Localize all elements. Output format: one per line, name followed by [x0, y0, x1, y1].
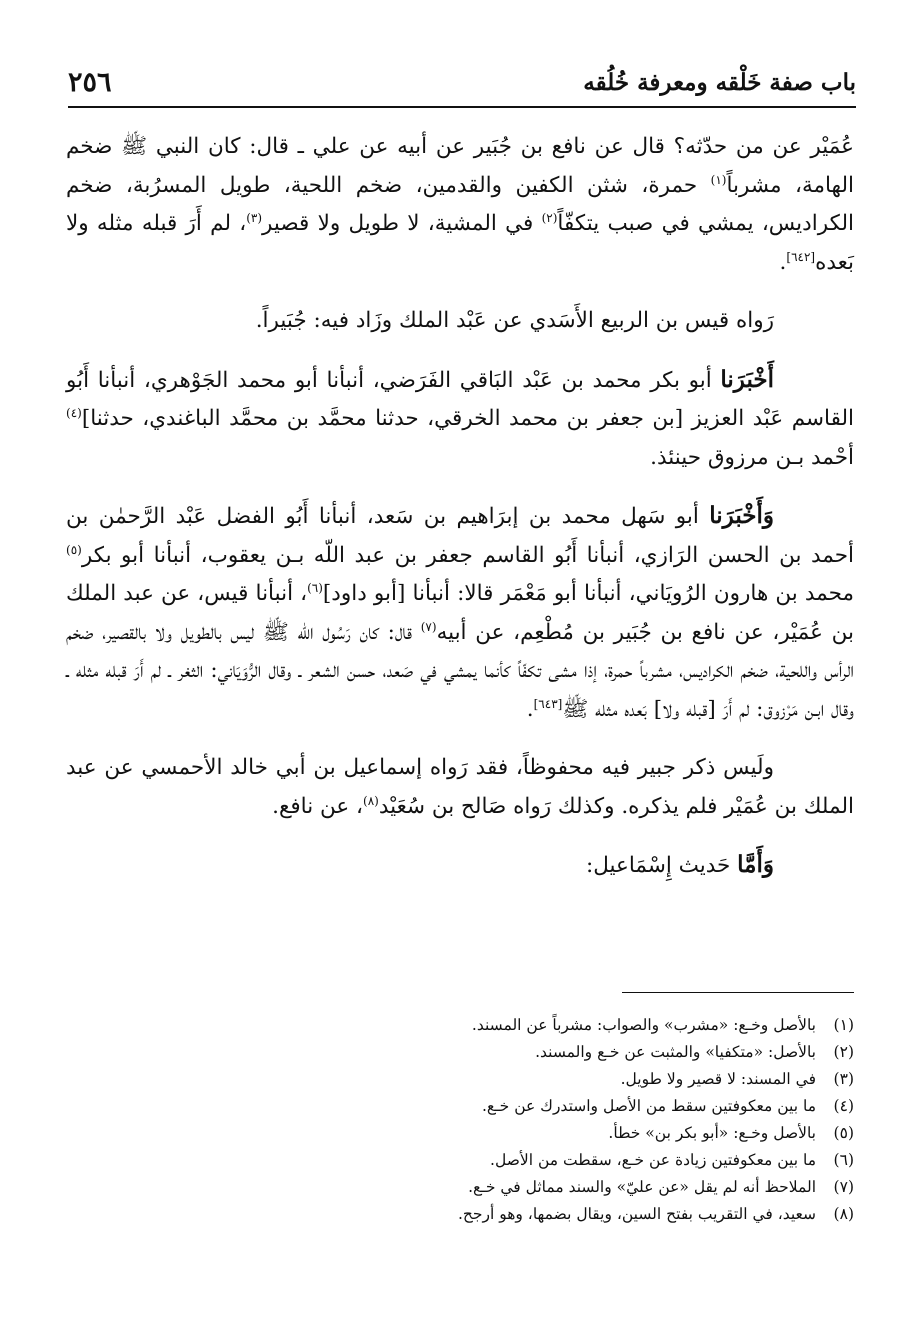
running-title: باب صفة خَلْقه ومعرفة خُلُقه	[583, 68, 856, 96]
footnote-ref: (٣)	[246, 210, 263, 225]
text-run: أحْمد بـن مرزوق حينئذ.	[650, 444, 854, 470]
footnote-separator	[622, 992, 854, 993]
paragraph-lead: وَأَمَّا	[737, 851, 774, 878]
footnote-number: (٤)	[833, 1097, 854, 1115]
footnote-ref: (٢)	[541, 210, 558, 225]
footnote-ref: (٨)	[363, 793, 379, 808]
paragraph	[66, 128, 854, 282]
hadith-number: [٦٤٣]	[533, 696, 563, 711]
text-run: رَواه قيس بن الربيع الأَسَدي عن عَبْد الملك وزَاد فيه: جُبَيراً.	[255, 308, 774, 333]
text-run: محمد بن هارون الرُويَاني، أنبأنا أبو مَعْمَر قالا: أنبأنا [أبو داود]	[322, 581, 854, 606]
footnote-text: في المسند: لا قصير ولا طويل.	[620, 1070, 816, 1088]
footnote	[70, 1066, 854, 1093]
paragraph-lead: وَأَخْبَرَنا	[709, 502, 774, 529]
footnote-text: سعيد، في التقريب بفتح السين، ويقال بضمها، وهو أرجح.	[457, 1205, 816, 1223]
text-run: في المشية، لا طويل ولا قصير	[262, 211, 542, 236]
footnote	[70, 1120, 854, 1147]
footnote-text: ما بين معكوفتين سقط من الأصل واستدرك عن خـع.	[481, 1097, 816, 1115]
footnote-number: (٢)	[833, 1043, 854, 1061]
footnote	[70, 1147, 854, 1174]
text-run: ، أنبأنا قيس، عن عبد الملك بن عُمَيْر، عن نافع بن جُبَير بن مُطْعِم، عن أبيه	[66, 581, 854, 645]
footnote-ref: (٧)	[420, 619, 437, 634]
text-run: أبو بكر محمد بن عَبْد البَاقي الفَرَضي، أنبأنا أبو محمد الجَوْهري، أنبأنا أَبُو القاسم عَبْد العزيز [بن جعفر بن محمد الخرقي، حدثنا محمَّد بن محمَّد الباغندي، حدثنا]	[66, 367, 854, 431]
text-run: .	[779, 249, 787, 275]
page-number: ٢٥٦	[68, 66, 112, 98]
footnote	[70, 1093, 854, 1120]
text-run: أبو سَهل محمد بن إبرَاهيم بن سَعد، أنبأنا أَبُو الفضل عَبْد الرَّحمٰن بن أحمد بن الحسن الرَازي، أنبأنا أَبُو القاسم جعفر بن عبد اللّه بـن يعقوب، أنبأنا أبو بكر	[66, 504, 854, 568]
footnote-text: بالأصل وخـع: «أبو بكر بن» خطأ.	[608, 1124, 816, 1142]
text-run: ، لم أَرَ قبله مثله ولا بَعده	[66, 211, 854, 275]
page-header	[68, 60, 856, 104]
header-rule	[68, 106, 856, 108]
text-run: ، عن نافع.	[272, 793, 364, 819]
footnote-text: بالأصل: «متكفيا» والمثبت عن خـع والمسند.	[535, 1043, 816, 1061]
footnote-text: بالأصل وخـع: «مشرب» والصواب: مشرباً عن المسند.	[471, 1016, 816, 1034]
footnote-number: (٧)	[833, 1178, 854, 1196]
footnote-number: (٨)	[833, 1205, 854, 1223]
paragraph	[66, 749, 854, 826]
footnotes	[70, 1012, 854, 1228]
footnote-ref: (٥)	[66, 542, 82, 557]
footnote-number: (٥)	[833, 1124, 854, 1142]
footnote-number: (٣)	[833, 1070, 854, 1088]
footnote-text: الملاحظ أنه لم يقل «عن عليّ» والسند مماثل في خـع.	[468, 1178, 816, 1196]
text-run: حمرة، شثن الكفين والقدمين، ضخم اللحية، طويل المسرُبة، ضخم الكراديس، يمشي في صبب يتكفّاً	[66, 172, 854, 236]
footnote-ref: (٦)	[307, 580, 323, 595]
text-run: .	[526, 696, 534, 722]
paragraph	[66, 302, 854, 341]
footnote-number: (١)	[833, 1016, 854, 1034]
paragraph-lead: أَخْبَرَنا	[720, 365, 774, 393]
footnote	[70, 1039, 854, 1066]
footnote-ref: (٤)	[66, 405, 82, 420]
footnote-text: ما بين معكوفتين زيادة عن خـع، سقطت من الأصل.	[490, 1151, 816, 1169]
text-run: ولَيس ذكر جبير فيه محفوظاً، فقد رَواه إسماعيل بن أبي خالد الأحمسي عن عبد الملك بن عُمَيْر فلم يذكره. وكذلك رَواه صَالح بن سُعَيْد	[66, 755, 854, 819]
footnote	[70, 1201, 854, 1228]
footnote	[70, 1174, 854, 1201]
text-run: حَديث إِسْمَاعيل:	[586, 853, 738, 878]
text-run: قال: كان رَسُول الله ﷺ ليس بالطويل ولا بالقصير، ضخم الرأس واللحية، ضخم الكراديس، مشرباً حمرة، إذا مشى تكفّاً كأنما يمشي في صَعد، حسن الشعر ـ وقال الرُّوَيَاني: الثغر ـ لم أَرَ قبله مثله ـ وقال ابـن مَرْزوق: لم أَرَ [قبله ولا] بَعده مثله ﷺ	[66, 619, 854, 722]
paragraph	[66, 846, 854, 886]
footnote	[70, 1012, 854, 1039]
text-run: عُمَيْر عن من حدّثه؟ قال عن نافع بن جُبَير عن أبيه عن علي ـ قال: كان النبي ﷺ ضخم الهامة، مشرباً	[66, 134, 854, 198]
hadith-number: [٦٤٢]	[786, 249, 816, 264]
body-text	[66, 128, 854, 886]
footnote-number: (٦)	[833, 1151, 854, 1169]
paragraph	[66, 361, 854, 478]
paragraph	[66, 497, 854, 729]
footnote-ref: (١)	[710, 172, 727, 187]
